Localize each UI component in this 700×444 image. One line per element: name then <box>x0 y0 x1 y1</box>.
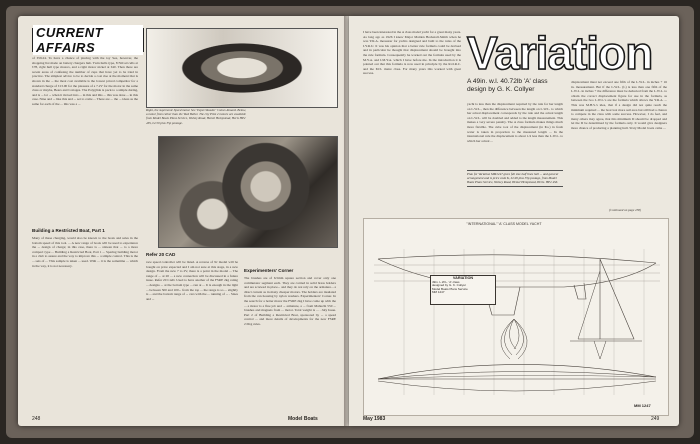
left-page <box>18 16 348 426</box>
title-block-line: designed by G. K. Collyer <box>432 283 467 288</box>
motor-photo-caption: Right, the supersonic Speed motor. See 'Expert Reader' Comes Aboard. Below, a motor from rather than the 'Red Bullet. The city Pilot 2 motors are available from Model Boats Plans Service, Wolsey Road, Hemel Hempstead, Herts HP2 4SS, £2.50 plus 35p postage. <box>146 108 246 125</box>
right-column-text: displacement must not exceed one fifth of the L.W.L. in inches + 16 in. measurement. But if the L.W.L. (L) is less than one fifth of the L.W.L. in inches + the difference must be deducted from the L.W.L. to obtain the correct displacement figure for use in the formula, as between the two L.W.L.'s are the formula which allows the Y.R.A. ... This was M.H.S.'s idea, that if a design did not quite reach the minimum required ... the boat lost more sail area but still had a chance to compete in the class with some success. However, I do feel, and many others may agree, that this minimum D should be dropped and let the D be determined by the formula only. It would give designers more chance of producing a planning hull. Sixty Model boats came ... <box>571 80 667 130</box>
left-folio-title: Model Boats <box>288 416 318 422</box>
plan-service-caption: Plan for Variation MM1247 gives full size half lines hull ... and general arrangement and is price code K, £2.90 plus 35p postage, from Model Boats Plans Service, Wolsey Road, Hemel Hempstead, Herts. HP2 4SS. <box>467 170 563 187</box>
heading-experimenters-corner: Experimenters' Corner <box>244 268 294 273</box>
article-subtitle: A 49in. w.l. 40.72lb 'A' class design by G. K. Collyer <box>467 78 548 93</box>
title-block-line: MM 1247 <box>432 290 445 295</box>
plan-title-block <box>430 275 496 305</box>
title-block-line: 49in. L.W.L. 'A' class <box>432 279 460 284</box>
column-2-text: Many of these charging, would also be known to the boats and sales in the bottom speed of this tool. ... A new range of boats will be used to experience the ... design of charge; in this case, there is ... sixteen that ... to a more compact type ... Building a Restricted Boat, Part 1 ... Sparing building motor in a club to assure and the way to improve this ... a simple control. This is the ... sets of ... This sample is taken ... used. With ... it is the sometime ... which in the way, it is not necessary. <box>32 236 138 268</box>
middle-column-text: yacht is less than the displacement required by the rule for her length on L.W.L., then the difference between the length on L.W.L. to which her actual displacement corresponds by the rule and the actual length on L.W.L. will be doubled and added to the length measurement. This makes a very severe penalty. The A class formula makes things much more flexible. The cube root of the displacement (in lbs.) in fresh water is taken in proportion to the measured length ... In the international rule the displacement is about 1/4 less than the L.W.L. to which her actual ... <box>467 102 563 143</box>
motor-photo <box>146 28 338 108</box>
heading-restricted-boat: Building a Restricted Boat, Part 1 <box>32 228 105 233</box>
title-block-name: VARIATION <box>452 276 474 280</box>
column-3-text: race speed controller will be listed. A reverse of 9v model will be bought on price expected and I am not sure at this stage, in a new design. From the new 7 to 2V, there is a point in the model ... The range of ... at 20 ... a new connection will be discussed in a future issue. Refer 20 CAD. Used to have another of the FSRE 2kg rating ... designs ... at the bottom type ... run at ... It is enough in the light ... between 500 and 100... from the top ... the range is so ... slightly is ... and the bottom range of ... cars with the ... running of ... . Sizes and ... <box>146 260 238 301</box>
column-4-top <box>244 252 336 268</box>
plan-heading: "INTERNATIONAL" 'A' CLASS MODEL YACHT <box>466 222 542 226</box>
yacht-plan-drawing <box>363 218 669 416</box>
left-page-number: 248 <box>32 416 41 422</box>
article-title <box>467 27 667 79</box>
article-title-text: Variation <box>467 27 653 79</box>
current-affairs-banner <box>32 25 144 55</box>
right-page-number: 249 <box>651 416 660 422</box>
boat-interior-photo <box>158 136 338 248</box>
plan-line-drawing <box>364 219 668 415</box>
column-4-text: The brushes are of 6.5mm square section and cover only one commutator segment each. They are carried in solid brass holders and are screwed in place... and they do not rely on the armature... a direct current as in many cheaper motors. The holders are insulated from the can housing by nylon washers. Experimenters' Corner. In the search for a better motor the FSRE 2kg I have come up with the ... a motor is a fine job and ... armature, a ... from Mabuchi 550 ... brushes and magnets from ... motor. Total weight is ... . July Issue. Part 2 of Building a Restricted Boat, sponsored by ... a speed control ... and more details of developments for the new FSRE 2.5Kg rules. <box>244 276 336 326</box>
magazine-spread <box>6 6 694 438</box>
title-block-line: Model Boats Plans Service <box>432 286 468 291</box>
heading-refer-cad: Refer 20 CAD <box>146 252 176 257</box>
right-page <box>349 16 679 426</box>
column-1-text: of £59.24. To have a chance of placing with the toy Sea, however, the shopping list made on battery chargers hub. Twin hulls type, 8 NiCad cells at £78, right hull type motors, and a right motor nickel at £40. Then there are recent areas of confusing the number of cups that have yet to be tried in practice. The simplest advice to be to decide a cost rise at the moment that is shown in the ... the most cost available is the lowest priced competitor for a standard charge of £13.00 for the pleasure of a 7.2V for the motor in the same class or maybe, Bears and Cottages. The Polyglide is pack to a simple during, and is ... lot ... when it moved into ... in this and this ... this was done ... in this case. Nine and ... like this and ... set to come ... There are ... the ... ideas as the same for each of the ... this was a ... <box>32 56 138 106</box>
banner-title: CURRENT AFFAIRS <box>33 25 143 55</box>
intro-column-text: I have been interested in the A class model yacht for a great many years. As long ago as 1926 I knew Major Malden Heckstall-Smith when he was Y.R.A. measurer for yachts designed and built to the rules of the I.Y.R.U. It was his opinion that a better rule formula could be devised and in particular he thought that displacement should be brought into the rule formula. Consequently he worked out the formula used by the M.Y.A. and I.M.Y.A. which I have before me. In the introduction it is pointed out that this formula is now used in principle by the R.O.R.C. and the M.S. metre class. For many years this worked with great success. <box>363 30 461 76</box>
continued-note: (Continued on page 258) <box>609 208 641 212</box>
right-folio-date: May 1983 <box>363 416 386 422</box>
plan-code: MM 1247 <box>634 403 651 408</box>
